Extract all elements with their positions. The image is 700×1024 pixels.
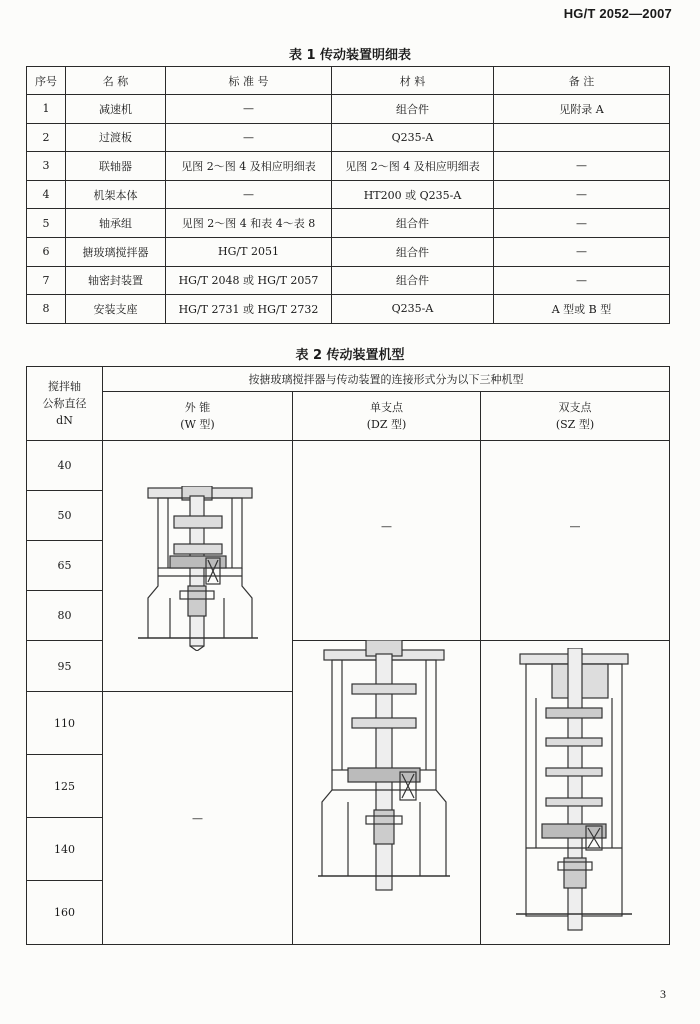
page-number: 3 [660,987,666,1001]
w-lower-cell [103,692,293,945]
table2-span-header-row [27,367,670,392]
row-header-line: 公称直径 [42,397,87,410]
cell-material: 见图 2～图 4 及相应明细表 [332,152,494,181]
type-name: 外 锥 [184,401,211,414]
w-type-drawing [130,486,260,651]
type-name: 单支点 [370,401,403,414]
type-header-w [103,392,293,441]
diameter-cell: 160 [27,881,103,945]
cell-material: HT200 或 Q235-A [332,180,494,209]
diameter-cell: 65 [27,541,103,591]
cell-name: 过渡板 [66,123,166,152]
type-code: (SZ 型) [555,418,595,431]
cell-no: 1 [27,95,66,124]
cell-name: 减速机 [66,95,166,124]
table-row [27,237,670,266]
table-row [27,295,670,324]
cell-standard: HG/T 2051 [166,237,332,266]
col-header-name: 名 称 [66,67,166,95]
table-row [27,266,670,295]
cell-standard: 见图 2～图 4 及相应明细表 [166,152,332,181]
cell-remark: A 型或 B 型 [494,295,670,324]
dz-type-drawing [318,640,450,895]
cell-remark: — [494,209,670,238]
table1-transmission-details [26,66,670,324]
diameter-cell: 110 [27,692,103,755]
cell-standard: — [166,95,332,124]
type-code: (W 型) [180,418,215,431]
cell-no: 6 [27,237,66,266]
col-header-no: 序号 [27,67,66,95]
cell-no: 4 [27,180,66,209]
standard-code-header: HG/T 2052—2007 [563,6,672,21]
cell-name: 轴密封装置 [66,266,166,295]
dz-upper-cell [293,441,481,641]
diameter-cell: 40 [27,441,103,491]
table2-caption: 表 2 传动装置机型 [295,348,405,363]
table-row [27,209,670,238]
diameter-cell: 80 [27,591,103,641]
cell-no: 5 [27,209,66,238]
type-header-dz [293,392,481,441]
type-name: 双支点 [558,401,592,414]
cell-remark [494,123,670,152]
cell-material: 组合件 [332,209,494,238]
row-header-diameter [27,367,103,441]
table1-header-row [27,67,670,95]
table-row [27,152,670,181]
cell-name: 搪玻璃搅拌器 [66,237,166,266]
cell-remark: — [494,266,670,295]
w-dash: — [192,811,203,825]
cell-standard: HG/T 2731 或 HG/T 2732 [166,295,332,324]
diameter-cell: 140 [27,818,103,881]
cell-name: 机架本体 [66,180,166,209]
sz-dash: — [569,520,581,533]
cell-material: Q235-A [332,295,494,324]
col-header-remark: 备 注 [494,67,670,95]
cell-standard: — [166,123,332,152]
cell-name: 轴承组 [66,209,166,238]
cell-material: 组合件 [332,95,494,124]
col-header-material: 材 料 [332,67,494,95]
cell-material: 组合件 [332,266,494,295]
cell-standard: — [166,180,332,209]
cell-remark: — [494,152,670,181]
table-row [27,180,670,209]
row-header-line: dN [56,414,73,427]
dz-dash: — [381,520,392,533]
table2-type-header-row [27,392,670,441]
diameter-cell: 125 [27,755,103,818]
cell-no: 8 [27,295,66,324]
span-header: 按搪玻璃搅拌器与传动装置的连接形式分为以下三种机型 [103,367,670,392]
cell-name: 联轴器 [66,152,166,181]
sz-type-drawing [516,648,632,933]
cell-remark: 见附录 A [494,95,670,124]
cell-no: 7 [27,266,66,295]
cell-standard: 见图 2～图 4 和表 4～表 8 [166,209,332,238]
cell-material: 组合件 [332,237,494,266]
cell-standard: HG/T 2048 或 HG/T 2057 [166,266,332,295]
cell-material: Q235-A [332,123,494,152]
cell-remark: — [494,180,670,209]
cell-no: 2 [27,123,66,152]
row-header-line: 搅拌轴 [48,380,81,393]
col-header-standard: 标 准 号 [166,67,332,95]
type-code: (DZ 型) [366,418,407,431]
diameter-cell: 95 [27,641,103,692]
diameter-cell: 50 [27,491,103,541]
cell-name: 安装支座 [66,295,166,324]
table-row [27,95,670,124]
cell-no: 3 [27,152,66,181]
table-row [27,123,670,152]
type-header-sz [481,392,670,441]
cell-remark: — [494,237,670,266]
table1-caption: 表 1 传动装置明细表 [288,48,412,63]
sz-upper-cell [481,441,670,641]
